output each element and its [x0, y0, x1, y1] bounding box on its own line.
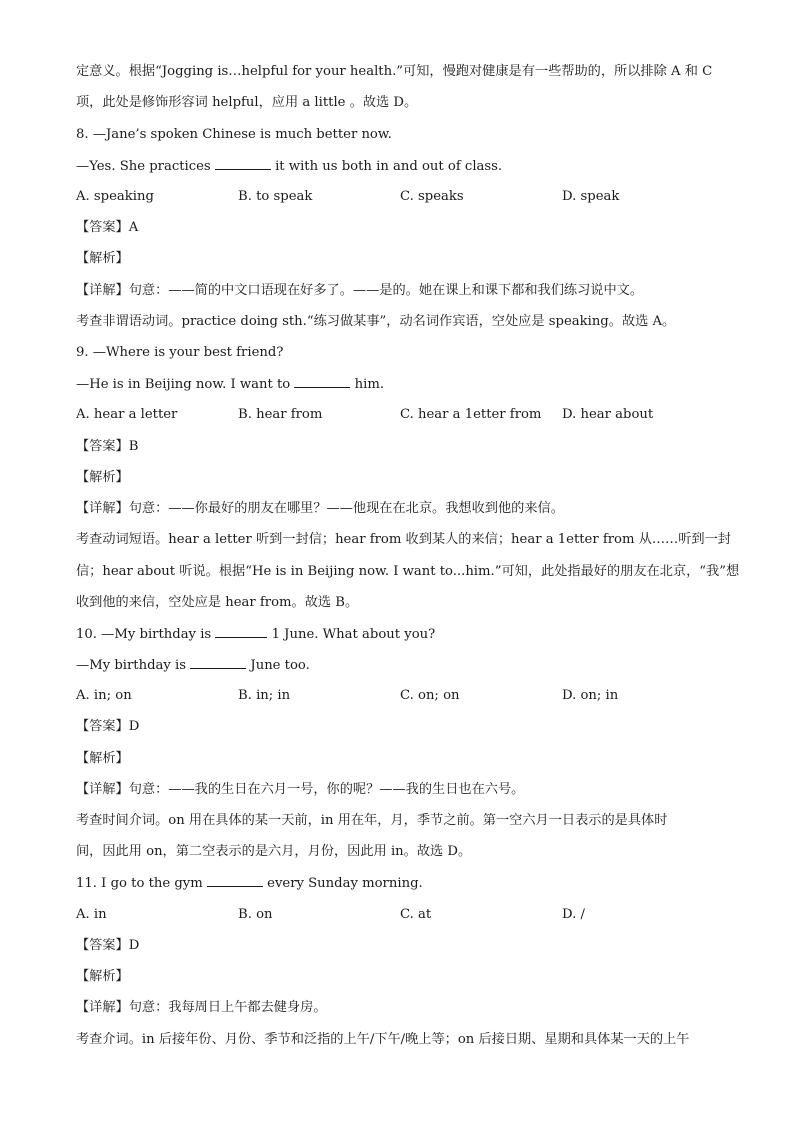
q10-stem-2-post: June too. — [246, 658, 310, 673]
q8-answer: 【答案】A — [76, 220, 139, 235]
q10-analysis-heading: 【解析】 — [76, 751, 129, 766]
q10-stem-2 — [76, 654, 744, 677]
q10-detail: 【详解】句意：——我的生日在六月一号，你的呢？——我的生日也在六号。 — [76, 782, 525, 797]
q8-explain-1: 考查非谓语动词。practice doing sth.“练习做某事”，动名词作宾语，空处应是 speaking。故选 A。 — [76, 314, 676, 329]
answer-blank — [190, 654, 246, 669]
q9-stem-2-pre: —He is in Beijing now. I want to — [76, 377, 295, 392]
q9-answer: 【答案】B — [76, 439, 139, 454]
answer-blank — [207, 872, 263, 887]
q11-stem-1-post: every Sunday morning. — [262, 876, 423, 891]
q10-option-b: B. in; in — [238, 688, 291, 703]
q10-option-a: A. in; on — [76, 688, 132, 703]
q11-options — [76, 904, 776, 926]
q10-option-c: C. on; on — [400, 688, 460, 703]
intro-line-2: 项，此处是修饰形容词 helpful，应用 a little 。故选 D。 — [76, 95, 418, 110]
q8-detail: 【详解】句意：——简的中文口语现在好多了。——是的。她在课上和课下都和我们练习说中文。 — [76, 283, 644, 298]
q11-option-a: A. in — [76, 907, 107, 922]
q9-analysis-heading: 【解析】 — [76, 470, 129, 485]
q9-options — [76, 404, 776, 426]
q9-explain-1: 考查动词短语。hear a letter 听到一封信；hear from 收到某人的来信；hear a 1etter from 从……听到一封 — [76, 532, 731, 547]
q11-analysis-heading: 【解析】 — [76, 969, 129, 984]
q8-option-b: B. to speak — [238, 189, 313, 204]
q11-explain-1: 考查介词。in 后接年份、月份、季节和泛指的上午/下午/晚上等；on 后接日期、星期和具体某一天的上午 — [76, 1032, 690, 1047]
q8-options — [76, 186, 776, 208]
q9-explain-2: 信；hear about 听说。根据“He is in Beijing now. I want to...him.”可知，此处指最好的朋友在北京，“我”想 — [76, 564, 740, 579]
q8-option-c: C. speaks — [400, 189, 464, 204]
q9-detail: 【详解】句意：——你最好的朋友在哪里？——他现在在北京。我想收到他的来信。 — [76, 501, 564, 516]
q8-option-d: D. speak — [562, 189, 620, 204]
q10-answer: 【答案】D — [76, 719, 140, 734]
q8-stem-2-post: it with us both in and out of class. — [270, 159, 503, 174]
answer-blank — [215, 623, 267, 638]
answer-blank — [215, 155, 271, 170]
q9-stem-2-post: him. — [350, 377, 385, 392]
q10-stem-2-pre: —My birthday is — [76, 658, 191, 673]
q10-stem-1 — [76, 623, 744, 646]
q9-option-c: C. hear a 1etter from — [400, 407, 542, 422]
q8-analysis-heading: 【解析】 — [76, 251, 129, 266]
q9-stem-2 — [76, 373, 744, 396]
q10-options — [76, 685, 776, 707]
q11-stem-1-pre: 11. I go to the gym — [76, 876, 207, 891]
q9-option-a: A. hear a letter — [76, 407, 178, 422]
q8-stem-2-pre: —Yes. She practices — [76, 159, 215, 174]
q11-option-d: D. / — [562, 907, 585, 922]
q11-detail: 【详解】句意：我每周日上午都去健身房。 — [76, 1000, 327, 1015]
q10-explain-2: 间，因此用 on，第二空表示的是六月，月份，因此用 in。故选 D。 — [76, 844, 472, 859]
q10-option-d: D. on; in — [562, 688, 619, 703]
q8-stem-1: 8. —Jane’s spoken Chinese is much better now. — [76, 127, 392, 142]
answer-blank — [294, 373, 350, 388]
q11-option-b: B. on — [238, 907, 273, 922]
q9-explain-3: 收到他的来信，空处应是 hear from。故选 B。 — [76, 595, 359, 610]
q9-stem-1: 9. —Where is your best friend? — [76, 345, 284, 360]
q8-stem-2 — [76, 155, 744, 178]
q9-option-b: B. hear from — [238, 407, 323, 422]
q10-stem-1-post: 1 June. What about you? — [267, 627, 436, 642]
intro-line-1: 定意义。根据“Jogging is…helpful for your health.”可知，慢跑对健康是有一些帮助的，所以排除 A 和 C — [76, 64, 713, 79]
q11-stem-1 — [76, 872, 744, 895]
q11-answer: 【答案】D — [76, 938, 140, 953]
q10-explain-1: 考查时间介词。on 用在具体的某一天前，in 用在年，月，季节之前。第一空六月一日表示的是具体时 — [76, 813, 668, 828]
q11-option-c: C. at — [400, 907, 432, 922]
q9-option-d: D. hear about — [562, 407, 654, 422]
q8-option-a: A. speaking — [76, 189, 154, 204]
q10-stem-1-pre: 10. —My birthday is — [76, 627, 216, 642]
